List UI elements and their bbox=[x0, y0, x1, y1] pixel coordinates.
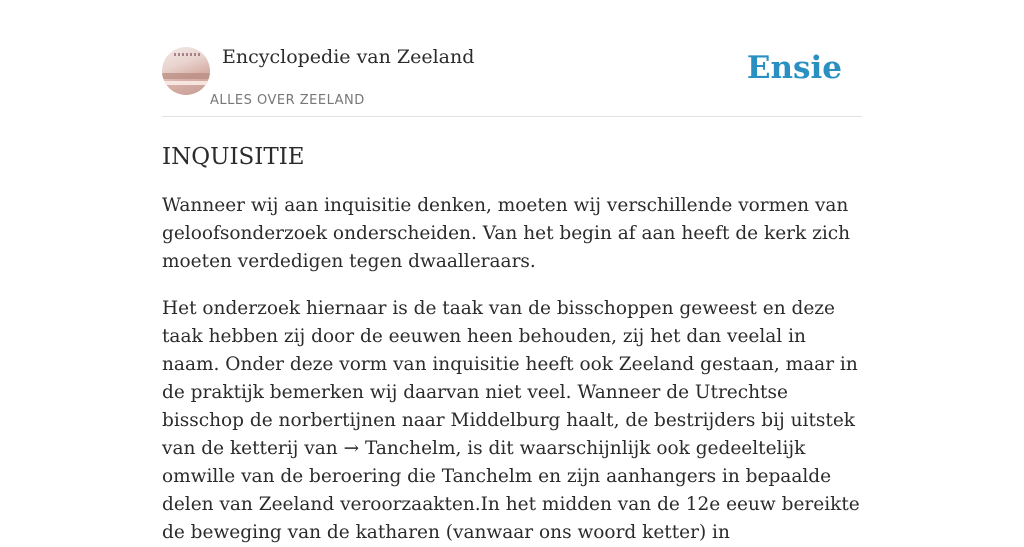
avatar-image-detail bbox=[174, 53, 200, 56]
article-paragraph: Het onderzoek hiernaar is de taak van de bisschoppen geweest en deze taak hebben zij door de eeuwen heen behouden, zij het dan veelal in naam. Onder deze vorm van inquisitie heeft ook Zeeland gestaan, maar in de praktijk bemerken wij daarvan niet veel. Wanneer de Utrechtse bisschop de norbertijnen naar Middelburg haalt, de bestrijders bij uitstek van de ketterij van → Tanchelm, is dit waarschijnlijk ook gedeeltelijk omwille van de beroering die Tanchelm en zijn aanhangers in bepaalde delen van Zeeland veroorzaakten.In het midden van de 12e eeuw bereikte de beweging van de katharen (vanwaar ons woord ketter) in bbox=[162, 298, 860, 543]
site-header bbox=[162, 0, 862, 117]
article-title: INQUISITIE bbox=[162, 144, 305, 170]
site-subtitle: ALLES OVER ZEELAND bbox=[210, 93, 365, 108]
site-title[interactable]: Encyclopedie van Zeeland bbox=[222, 46, 475, 68]
article-paragraph: Wanneer wij aan inquisitie denken, moeten wij verschillende vormen van geloofsonderzoek onderscheiden. Van het begin af aan heeft de kerk zich moeten verdedigen tegen dwaalleraars. bbox=[162, 195, 851, 272]
site-avatar[interactable] bbox=[162, 47, 210, 95]
avatar-image-detail bbox=[162, 81, 210, 85]
ensie-logo-link[interactable]: Ensie bbox=[746, 50, 842, 86]
page-container bbox=[162, 0, 862, 547]
avatar-image-detail bbox=[162, 73, 210, 79]
